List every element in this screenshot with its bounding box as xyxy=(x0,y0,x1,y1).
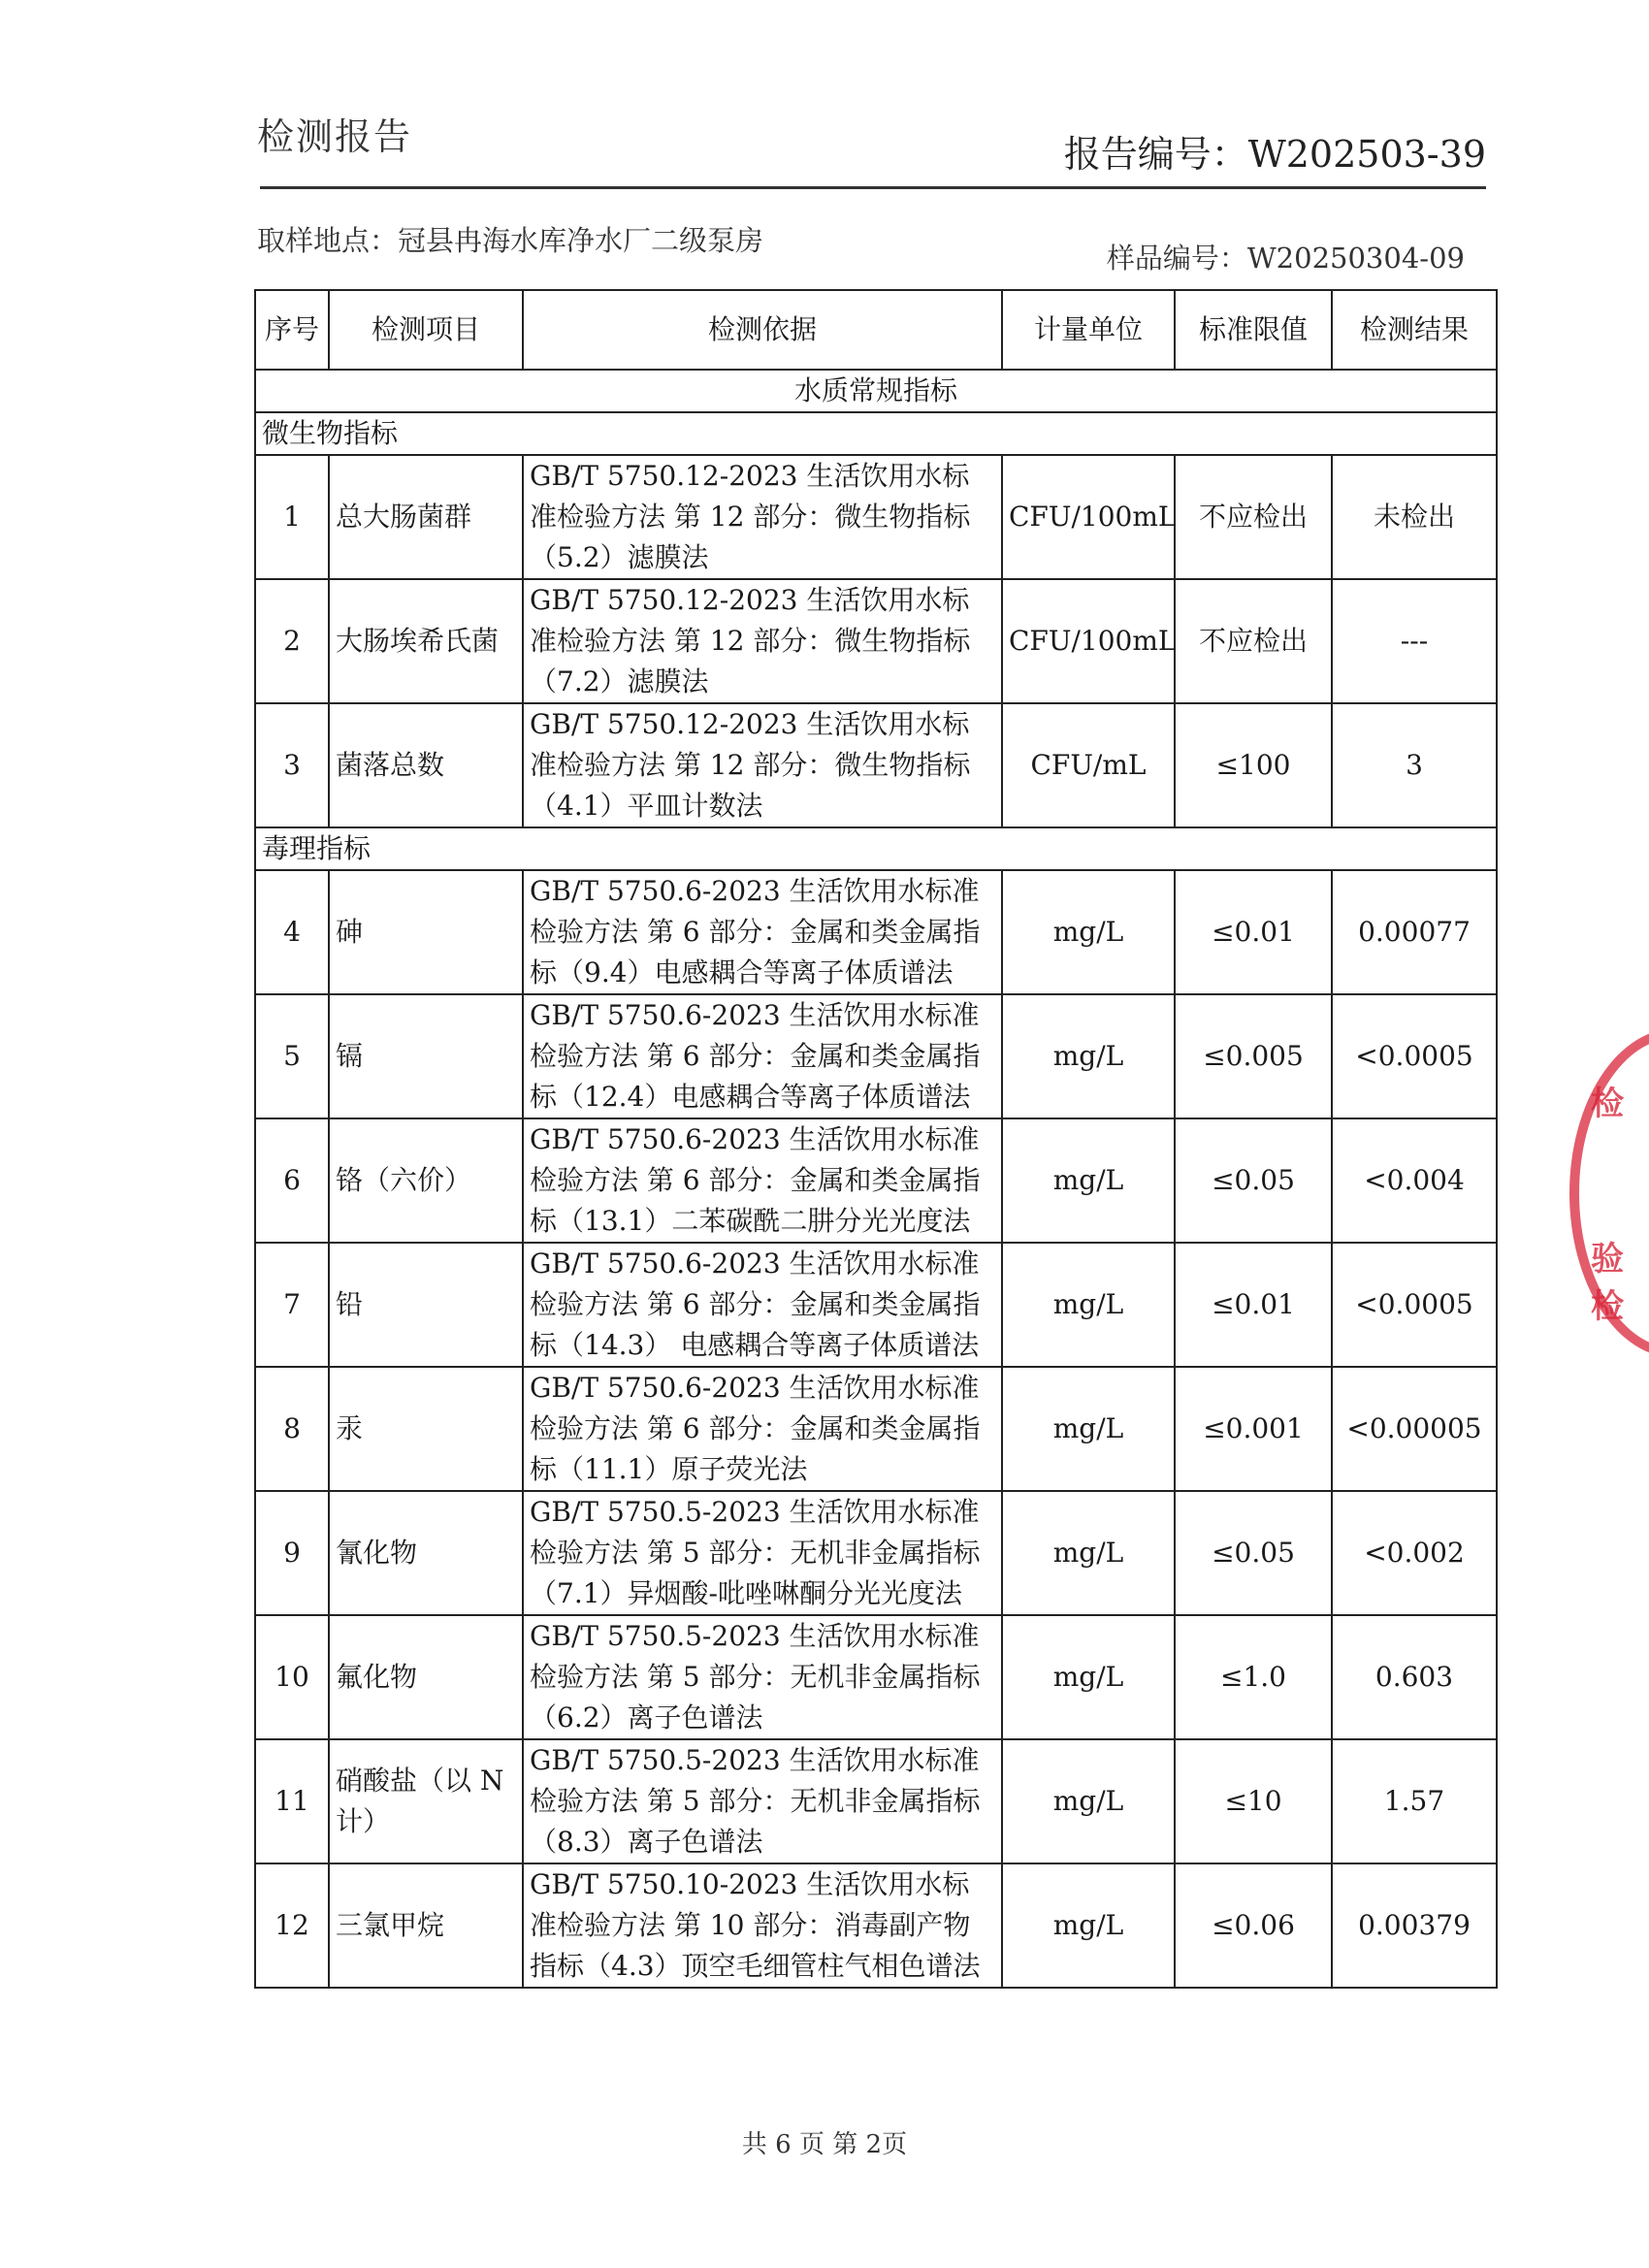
col-header-basis: 检测依据 xyxy=(523,290,1002,370)
row-item: 汞 xyxy=(329,1367,523,1491)
row-no: 8 xyxy=(255,1367,329,1491)
report-title: 检测报告 xyxy=(257,115,413,158)
row-unit: mg/L xyxy=(1002,870,1175,994)
row-basis: GB/T 5750.6-2023 生活饮用水标准检验方法 第 6 部分：金属和类金属指标（14.3） 电感耦合等离子体质谱法 xyxy=(523,1243,1002,1367)
row-no: 2 xyxy=(255,579,329,703)
sample-number: 样品编号：W20250304-09 xyxy=(1106,242,1465,275)
table-row xyxy=(255,870,1497,994)
row-no: 3 xyxy=(255,703,329,827)
col-header-no: 序号 xyxy=(255,290,329,370)
row-limit: ≤0.01 xyxy=(1175,1243,1332,1367)
row-limit: ≤0.05 xyxy=(1175,1491,1332,1615)
group-title-toxicology: 毒理指标 xyxy=(255,827,1497,870)
row-item: 砷 xyxy=(329,870,523,994)
row-unit: mg/L xyxy=(1002,1243,1175,1367)
row-item: 铬（六价） xyxy=(329,1118,523,1243)
row-no: 4 xyxy=(255,870,329,994)
row-item: 氰化物 xyxy=(329,1491,523,1615)
row-limit: 不应检出 xyxy=(1175,455,1332,579)
row-basis: GB/T 5750.5-2023 生活饮用水标准检验方法 第 5 部分：无机非金属指标（8.3）离子色谱法 xyxy=(523,1739,1002,1863)
row-result: <0.0005 xyxy=(1332,1243,1497,1367)
table-row xyxy=(255,455,1497,579)
table-row xyxy=(255,1243,1497,1367)
col-header-result: 检测结果 xyxy=(1332,290,1497,370)
table-row xyxy=(255,1118,1497,1243)
row-result: 0.603 xyxy=(1332,1615,1497,1739)
row-item: 镉 xyxy=(329,994,523,1118)
row-unit: mg/L xyxy=(1002,1367,1175,1491)
table-header-row xyxy=(255,290,1497,370)
table-row xyxy=(255,994,1497,1118)
row-limit: ≤10 xyxy=(1175,1739,1332,1863)
results-table xyxy=(254,289,1498,1989)
row-unit: CFU/100mL xyxy=(1002,455,1175,579)
row-unit: CFU/mL xyxy=(1002,703,1175,827)
seal-stamp-mark: 检 xyxy=(1591,1085,1624,1123)
row-no: 7 xyxy=(255,1243,329,1367)
row-no: 1 xyxy=(255,455,329,579)
row-result: 0.00379 xyxy=(1332,1863,1497,1988)
col-header-item: 检测项目 xyxy=(329,290,523,370)
table-row xyxy=(255,579,1497,703)
row-basis: GB/T 5750.10-2023 生活饮用水标准检验方法 第 10 部分：消毒副产物指标（4.3）顶空毛细管柱气相色谱法 xyxy=(523,1863,1002,1988)
table-row xyxy=(255,1739,1497,1863)
sampling-location: 取样地点：冠县冉海水库净水厂二级泵房 xyxy=(257,224,764,257)
col-header-unit: 计量单位 xyxy=(1002,290,1175,370)
row-unit: mg/L xyxy=(1002,1118,1175,1243)
row-no: 11 xyxy=(255,1739,329,1863)
row-basis: GB/T 5750.6-2023 生活饮用水标准检验方法 第 6 部分：金属和类金属指标（12.4）电感耦合等离子体质谱法 xyxy=(523,994,1002,1118)
row-limit: ≤0.05 xyxy=(1175,1118,1332,1243)
table-row xyxy=(255,1615,1497,1739)
row-basis: GB/T 5750.12-2023 生活饮用水标准检验方法 第 12 部分：微生物指标（5.2）滤膜法 xyxy=(523,455,1002,579)
row-limit: ≤0.06 xyxy=(1175,1863,1332,1988)
row-unit: mg/L xyxy=(1002,994,1175,1118)
row-limit: ≤0.005 xyxy=(1175,994,1332,1118)
row-result: <0.002 xyxy=(1332,1491,1497,1615)
row-result: 未检出 xyxy=(1332,455,1497,579)
report-number: 报告编号：W202503-39 xyxy=(1063,133,1486,176)
row-item: 大肠埃希氏菌 xyxy=(329,579,523,703)
row-limit: ≤100 xyxy=(1175,703,1332,827)
row-limit: 不应检出 xyxy=(1175,579,1332,703)
row-unit: mg/L xyxy=(1002,1863,1175,1988)
row-no: 6 xyxy=(255,1118,329,1243)
row-basis: GB/T 5750.6-2023 生活饮用水标准检验方法 第 6 部分：金属和类金属指标（13.1）二苯碳酰二肼分光光度法 xyxy=(523,1118,1002,1243)
row-result: 0.00077 xyxy=(1332,870,1497,994)
seal-stamp-mark: 验检 xyxy=(1591,1240,1624,1326)
row-unit: mg/L xyxy=(1002,1615,1175,1739)
header-divider xyxy=(260,186,1486,189)
row-limit: ≤1.0 xyxy=(1175,1615,1332,1739)
row-item: 三氯甲烷 xyxy=(329,1863,523,1988)
row-item: 总大肠菌群 xyxy=(329,455,523,579)
row-result: 1.57 xyxy=(1332,1739,1497,1863)
page-counter: 共 6 页 第 2页 xyxy=(741,2130,908,2159)
row-item: 菌落总数 xyxy=(329,703,523,827)
row-unit: CFU/100mL xyxy=(1002,579,1175,703)
row-basis: GB/T 5750.12-2023 生活饮用水标准检验方法 第 12 部分：微生物指标（7.2）滤膜法 xyxy=(523,579,1002,703)
row-basis: GB/T 5750.6-2023 生活饮用水标准检验方法 第 6 部分：金属和类金属指标（11.1）原子荧光法 xyxy=(523,1367,1002,1491)
row-unit: mg/L xyxy=(1002,1739,1175,1863)
col-header-limit: 标准限值 xyxy=(1175,290,1332,370)
row-result: <0.0005 xyxy=(1332,994,1497,1118)
row-basis: GB/T 5750.5-2023 生活饮用水标准检验方法 第 5 部分：无机非金属指标（6.2）离子色谱法 xyxy=(523,1615,1002,1739)
row-result: 3 xyxy=(1332,703,1497,827)
table-row xyxy=(255,1863,1497,1988)
row-no: 10 xyxy=(255,1615,329,1739)
row-unit: mg/L xyxy=(1002,1491,1175,1615)
row-basis: GB/T 5750.6-2023 生活饮用水标准检验方法 第 6 部分：金属和类金属指标（9.4）电感耦合等离子体质谱法 xyxy=(523,870,1002,994)
group-title-microbial: 微生物指标 xyxy=(255,412,1497,455)
row-item: 硝酸盐（以 N 计） xyxy=(329,1739,523,1863)
row-no: 12 xyxy=(255,1863,329,1988)
row-result: --- xyxy=(1332,579,1497,703)
row-item: 铅 xyxy=(329,1243,523,1367)
row-result: <0.004 xyxy=(1332,1118,1497,1243)
row-limit: ≤0.001 xyxy=(1175,1367,1332,1491)
row-no: 9 xyxy=(255,1491,329,1615)
row-item: 氟化物 xyxy=(329,1615,523,1739)
row-basis: GB/T 5750.12-2023 生活饮用水标准检验方法 第 12 部分：微生物指标（4.1）平皿计数法 xyxy=(523,703,1002,827)
section-title: 水质常规指标 xyxy=(255,370,1497,412)
row-no: 5 xyxy=(255,994,329,1118)
table-row xyxy=(255,1367,1497,1491)
table-row xyxy=(255,703,1497,827)
table-row xyxy=(255,1491,1497,1615)
row-limit: ≤0.01 xyxy=(1175,870,1332,994)
row-basis: GB/T 5750.5-2023 生活饮用水标准检验方法 第 5 部分：无机非金属指标（7.1）异烟酸-吡唑啉酮分光光度法 xyxy=(523,1491,1002,1615)
row-result: <0.00005 xyxy=(1332,1367,1497,1491)
